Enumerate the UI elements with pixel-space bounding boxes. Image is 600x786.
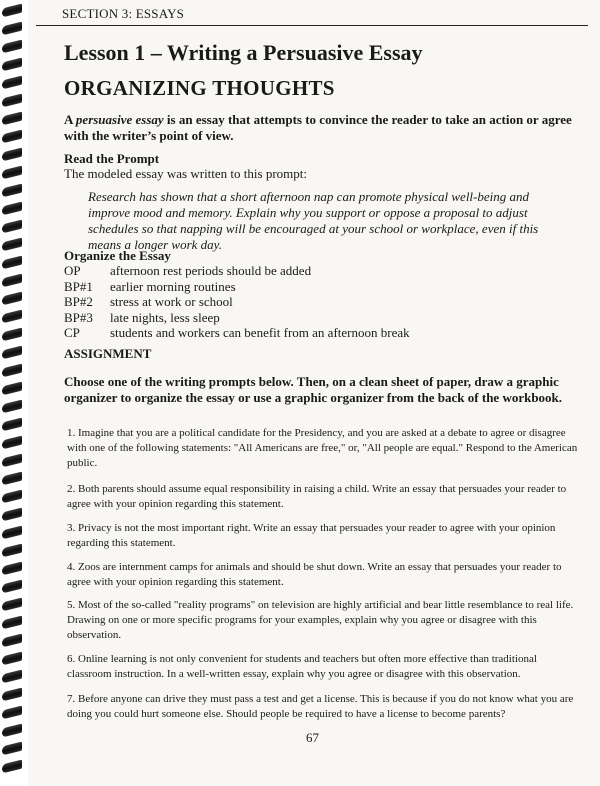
page-title: ORGANIZING THOUGHTS: [64, 76, 335, 100]
modeled-prompt-quote: Research has shown that a short afternoon nap can promote physical well-being and improve mood and memory. Explain why you support or oppose a proposal to adjust schedules so that napping will be encouraged at your school or workplace, even if this means a longer work day.: [88, 189, 539, 252]
read-prompt-intro: The modeled essay was written to this prompt:: [64, 166, 307, 181]
lesson-title: Lesson 1 – Writing a Persuasive Essay: [64, 40, 423, 65]
writing-prompt: 4. Zoos are internment camps for animals and should be shut down. Write an essay that persuades your reader to agree with your opinion regarding this statement.: [67, 561, 562, 588]
definition-term: persuasive essay: [75, 112, 164, 127]
binding-coil: [2, 400, 22, 414]
section-header: SECTION 3: ESSAYS: [62, 6, 185, 21]
binding-coil: [2, 112, 22, 126]
binding-coil: [2, 436, 22, 450]
binding-coil: [2, 58, 22, 72]
binding-coil: [2, 724, 22, 738]
binding-coil: [2, 292, 22, 306]
header-rule: [36, 25, 588, 26]
binding-coil: [2, 148, 22, 162]
binding-coil: [2, 598, 22, 612]
binding-coil: [2, 526, 22, 540]
outline-abbr: CP: [64, 325, 80, 341]
writing-prompt: 6. Online learning is not only convenient for students and teachers but often more effective than traditional classroom instruction. In a well-written essay, explain why you agree or disagree with this observation.: [67, 653, 537, 680]
outline-abbr: BP#2: [64, 294, 93, 310]
binding-coil: [2, 256, 22, 270]
binding-coil: [2, 508, 22, 522]
outline-text: students and workers can benefit from an afternoon break: [110, 325, 410, 341]
binding-coil: [2, 4, 22, 18]
spiral-binding: [0, 0, 28, 786]
binding-coil: [2, 652, 22, 666]
binding-coil: [2, 418, 22, 432]
organize-heading: Organize the Essay: [64, 248, 171, 263]
definition-text: is an essay that attempts to convince the reader to take an action or agree with the writer’s point of view.: [64, 112, 572, 143]
outline-text: stress at work or school: [110, 294, 233, 310]
writing-prompt: 3. Privacy is not the most important right. Write an essay that persuades your reader to agree with your opinion regarding this statement.: [67, 522, 556, 549]
outline-text: afternoon rest periods should be added: [110, 263, 312, 278]
binding-coil: [2, 220, 22, 234]
binding-coil: [2, 166, 22, 180]
definition-prefix: A: [64, 112, 76, 127]
essay-outline: [64, 263, 564, 341]
binding-coil: [2, 274, 22, 288]
outline-abbr: BP#1: [64, 278, 93, 294]
binding-coil: [2, 364, 22, 378]
binding-coil: [2, 94, 22, 108]
writing-prompt: 5. Most of the so-called "reality programs" on television are highly artificial and bear little resemblance to real life. Drawing on one or more specific programs for your examples, explain why you agree or disagree with this observation.: [67, 599, 574, 641]
binding-coil: [2, 616, 22, 630]
binding-coil: [2, 706, 22, 720]
outline-abbr: BP#3: [64, 309, 93, 325]
binding-coil: [2, 562, 22, 576]
binding-coil: [2, 238, 22, 252]
binding-coil: [2, 688, 22, 702]
writing-prompt: 1. Imagine that you are a political candidate for the Presidency, and you are asked at a debate to agree or disagree with one of the following statements: "All Americans are free," or, "All people are equal." Respond to the American public.: [67, 427, 578, 469]
writing-prompt: 2. Both parents should assume equal responsibility in raising a child. Write an essay that persuades your reader to agree with your opinion regarding this statement.: [67, 483, 567, 510]
binding-coil: [2, 670, 22, 684]
binding-coil: [2, 472, 22, 486]
assignment-heading: ASSIGNMENT: [64, 346, 152, 361]
binding-coil: [2, 40, 22, 54]
binding-coil: [2, 490, 22, 504]
outline-abbr: OP: [64, 263, 81, 278]
assignment-instructions: Choose one of the writing prompts below. Then, on a clean sheet of paper, draw a graphic organizer to organize the essay or use a graphic organizer from the back of the workbook.: [64, 374, 563, 405]
binding-coil: [2, 742, 22, 756]
outline-row: [64, 310, 564, 326]
binding-coil: [2, 346, 22, 360]
outline-row: [64, 294, 564, 310]
binding-coil: [2, 580, 22, 594]
binding-coil: [2, 760, 22, 774]
binding-coil: [2, 76, 22, 90]
binding-coil: [2, 454, 22, 468]
outline-text: earlier morning routines: [110, 278, 236, 294]
binding-coil: [2, 202, 22, 216]
binding-coil: [2, 130, 22, 144]
outline-row: [64, 279, 564, 295]
binding-coil: [2, 544, 22, 558]
outline-row: [64, 325, 564, 341]
binding-coil: [2, 184, 22, 198]
binding-coil: [2, 382, 22, 396]
read-prompt-heading: Read the Prompt: [64, 151, 160, 166]
outline-row: [64, 263, 564, 279]
writing-prompt: 7. Before anyone can drive they must pass a test and get a license. This is because if you do not know what you are doing you could hurt someone else. Should people be required to have a license to become parents?: [67, 693, 574, 720]
binding-coil: [2, 22, 22, 36]
definition-paragraph: [64, 112, 574, 144]
binding-coil: [2, 328, 22, 342]
outline-text: late nights, less sleep: [110, 309, 220, 325]
binding-coil: [2, 310, 22, 324]
page-number: 67: [306, 730, 319, 745]
binding-coil: [2, 634, 22, 648]
